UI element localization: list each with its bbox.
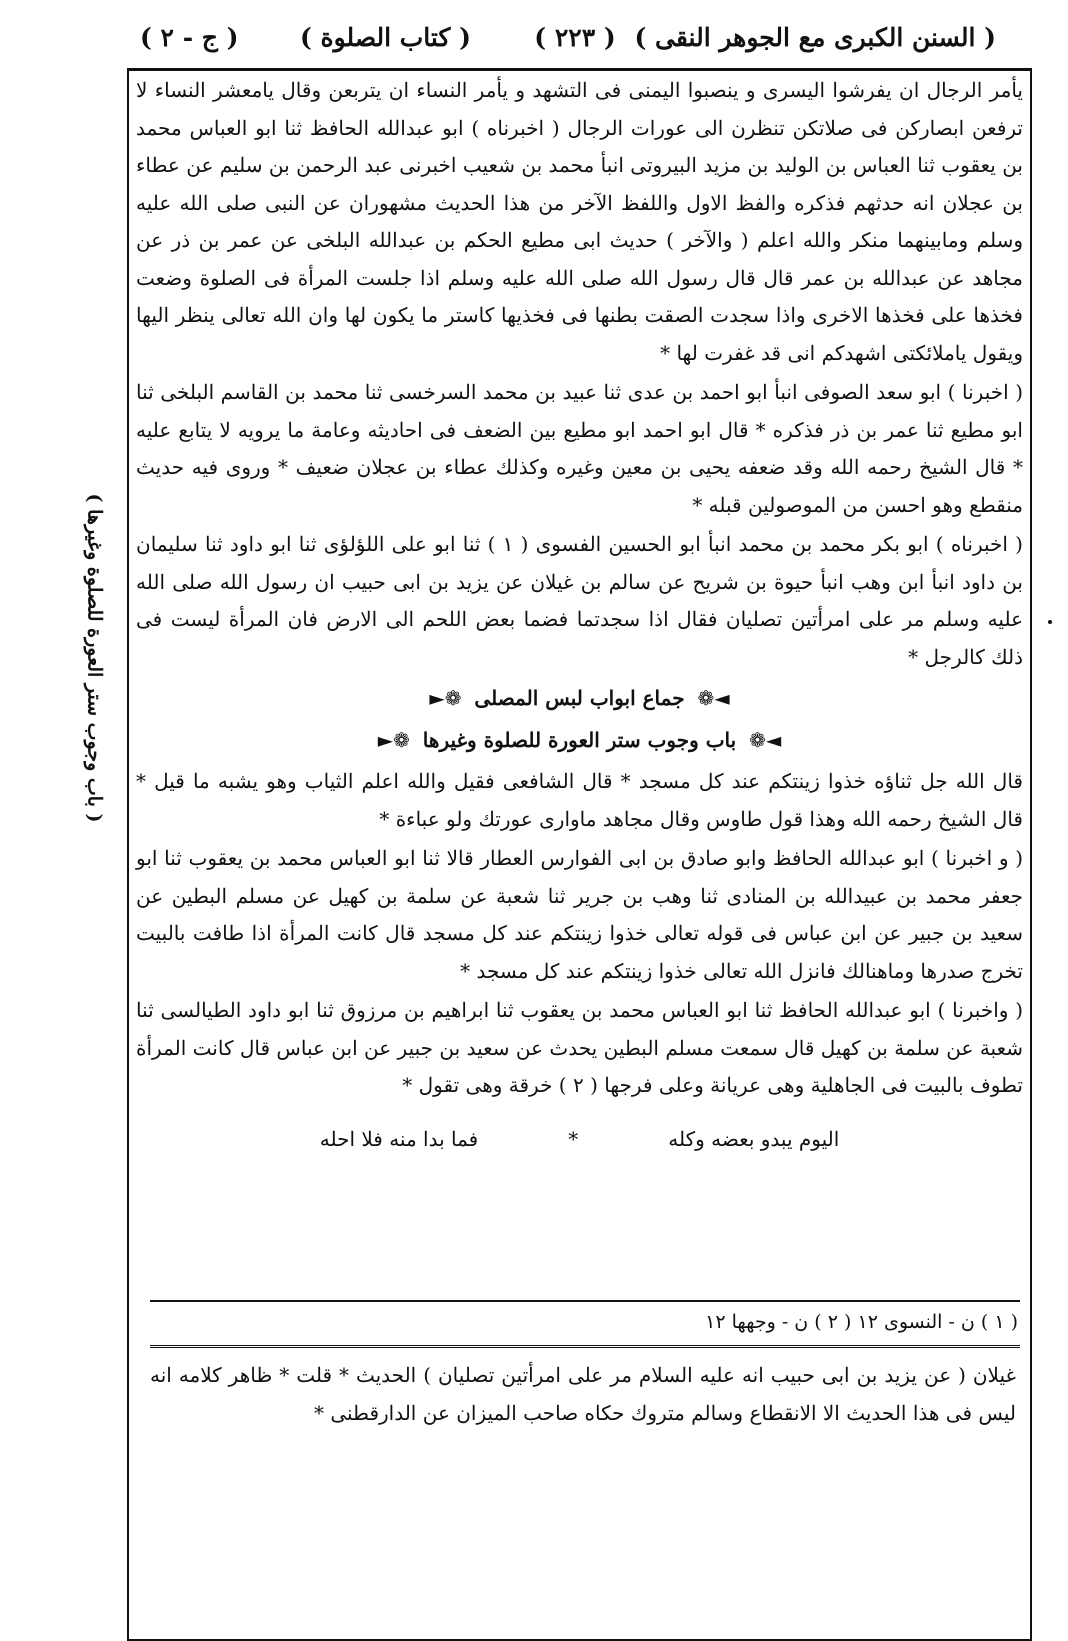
commentary-text: غيلان ( عن يزيد بن ابى حبيب انه عليه السلام مر على امرأتين تصليان ) الحديث * قلت * ظاهر كلامه انه ليس فى هذا الحديث الا الانقطاع وسالم متروك حكاه صاحب الميزان عن الدارقطنى * — [150, 1363, 1016, 1425]
commentary-divider — [150, 1345, 1020, 1348]
heading-1-text: جماع ابواب لبس المصلى — [474, 686, 685, 710]
paragraph: ( و اخبرنا ) ابو عبدالله الحافظ وابو صادق بن ابى الفوارس العطار قالا ثنا ابو العباس محمد بن يعقوب ثنا ابو جعفر محمد بن عبيدالله بن المنادى ثنا وهب بن جرير ثنا شعبة عن سلمة بن كهيل عن مسلم البطين عن سعيد بن جبير عن ابن عباس فى قوله تعالى خذوا زينتكم عند كل مسجد قال كانت المرأة اذا طافت بالبيت تخرج صدرها وماهنالك فانزل الله تعالى خذوا زينتكم عند كل مسجد * — [136, 846, 1023, 983]
paragraph: يأمر الرجال ان يفرشوا اليسرى و ينصبوا اليمنى فى التشهد و يأمر النساء ان يتربعن وقال يامعشر النساء لا ترفعن ابصاركن فى صلاتكن تنظرن الى عورات الرجال ( اخبرناه ) ابو عبدالله الحافظ ثنا ابو العباس محمد بن يعقوب ثنا العباس بن الوليد بن مزيد البيروتى انبأ محمد بن شعيب اخبرنى عبد الرحمن بن سليم عن عطاء بن عجلان انه حدثهم فذكره والفظ الاول واللفظ الآخر من هذا الحديث مشهوران عن النبى صلى الله عليه وسلم ومابينهما منكر والله اعلم ( والآخر ) حديث ابى مطيع الحكم بن عبدالله البلخى عن عمر بن ذر عن مجاهد عن عبدالله بن عمر قال قال رسول الله صلى الله عليه وسلم اذا جلست المرأة فى الصلوة وضعت فخذها على فخذها الاخرى واذا سجدت الصقت بطنها فى فخذيها كاستر ما يكون لها وان الله تعالى ينظر اليها ويقول ياملائكتى اشهدكم انى قد غفرت لها * — [136, 78, 1023, 365]
paragraph: قال الله جل ثناؤه خذوا زينتكم عند كل مسجد * قال الشافعى فقيل والله اعلم الثياب وهو يشبه ما قيل * قال الشيخ رحمه الله وهذا قول طاوس وقال مجاهد ماوارى عورتك ولو عباءة * — [136, 769, 1023, 831]
page-number: ( ٢٢٣ ) — [534, 23, 616, 52]
paragraph: ( واخبرنا ) ابو عبدالله الحافظ ثنا ابو العباس محمد بن يعقوب ثنا ابراهيم بن مرزوق ثنا ابو داود الطيالسى ثنا شعبة عن سلمة بن كهيل قال سمعت مسلم البطين يحدث عن سعيد بن جبير عن ابن عباس قال كانت المرأة تطوف بالبيت فى الجاهلية وهى عريانة وعلى فرجها ( ٢ ) خرقة وهى تقول * — [136, 998, 1023, 1097]
volume-number: ( ج - ٢ ) — [140, 23, 239, 52]
main-text — [132, 72, 1027, 1158]
paragraph: ( اخبرنا ) ابو سعد الصوفى انبأ ابو احمد بن عدى ثنا عبيد بن محمد السرخسى ثنا محمد بن القاسم البلخى ثنا ابو مطيع ثنا عمر بن ذر فذكره * قال ابو احمد ابو مطيع بين الضعف فى احاديثه وعامة ما يرويه لا يتابع عليه * قال الشيخ رحمه الله وقد ضعفه يحيى بن معين وغيره وكذلك عطاء بن عجلان ضعيف * وروى فيه حديث منقطع وهو احسن من الموصولين قبله * — [136, 380, 1024, 517]
verse-line — [132, 1121, 1027, 1159]
ornament-icon: ❁► — [377, 727, 410, 752]
verse-separator: * — [568, 1126, 579, 1151]
section-heading-1 — [132, 680, 1027, 718]
ornament-icon: ◄❁ — [749, 727, 782, 752]
footnote-divider — [150, 1300, 1020, 1302]
paragraph: ( اخبرناه ) ابو بكر محمد بن محمد انبأ ابو الحسين الفسوى ( ١ ) ثنا ابو على اللؤلؤى ثنا ابو داود ثنا سليمان بن داود انبأ ابن وهب انبأ حيوة بن شريح عن سالم بن غيلان عن يزيد بن ابى حبيب ان رسول الله صلى الله عليه وسلم مر على امرأتين تصليان فقال اذا سجدتما فضما بعض اللحم الى الارض فان المرأة ليست فى ذلك كالرجل * — [136, 532, 1023, 669]
running-title: ( السنن الكبرى مع الجوهر النقى ) — [634, 23, 996, 52]
section-heading-2 — [132, 722, 1027, 760]
verse-hemistich-right: اليوم يبدو بعضه وكله — [668, 1126, 840, 1151]
ornament-icon: ◄❁ — [697, 686, 730, 710]
ornament-icon: ❁► — [429, 686, 462, 710]
verse-hemistich-left: فما بدا منه فلا احله — [319, 1126, 479, 1151]
footnotes: ( ١ ) ن - النسوى ١٢ ( ٢ ) ن - وجهها ١٢ — [705, 1311, 1018, 1333]
margin-dot — [1048, 620, 1052, 624]
margin-title-text: ( باب وجوب ستر العورة للصلوة وغيرها ) — [83, 493, 105, 823]
margin-chapter-title — [64, 478, 124, 838]
heading-2-text: باب وجوب ستر العورة للصلوة وغيرها — [422, 727, 737, 752]
book-title: ( كتاب الصلوة ) — [300, 23, 471, 52]
